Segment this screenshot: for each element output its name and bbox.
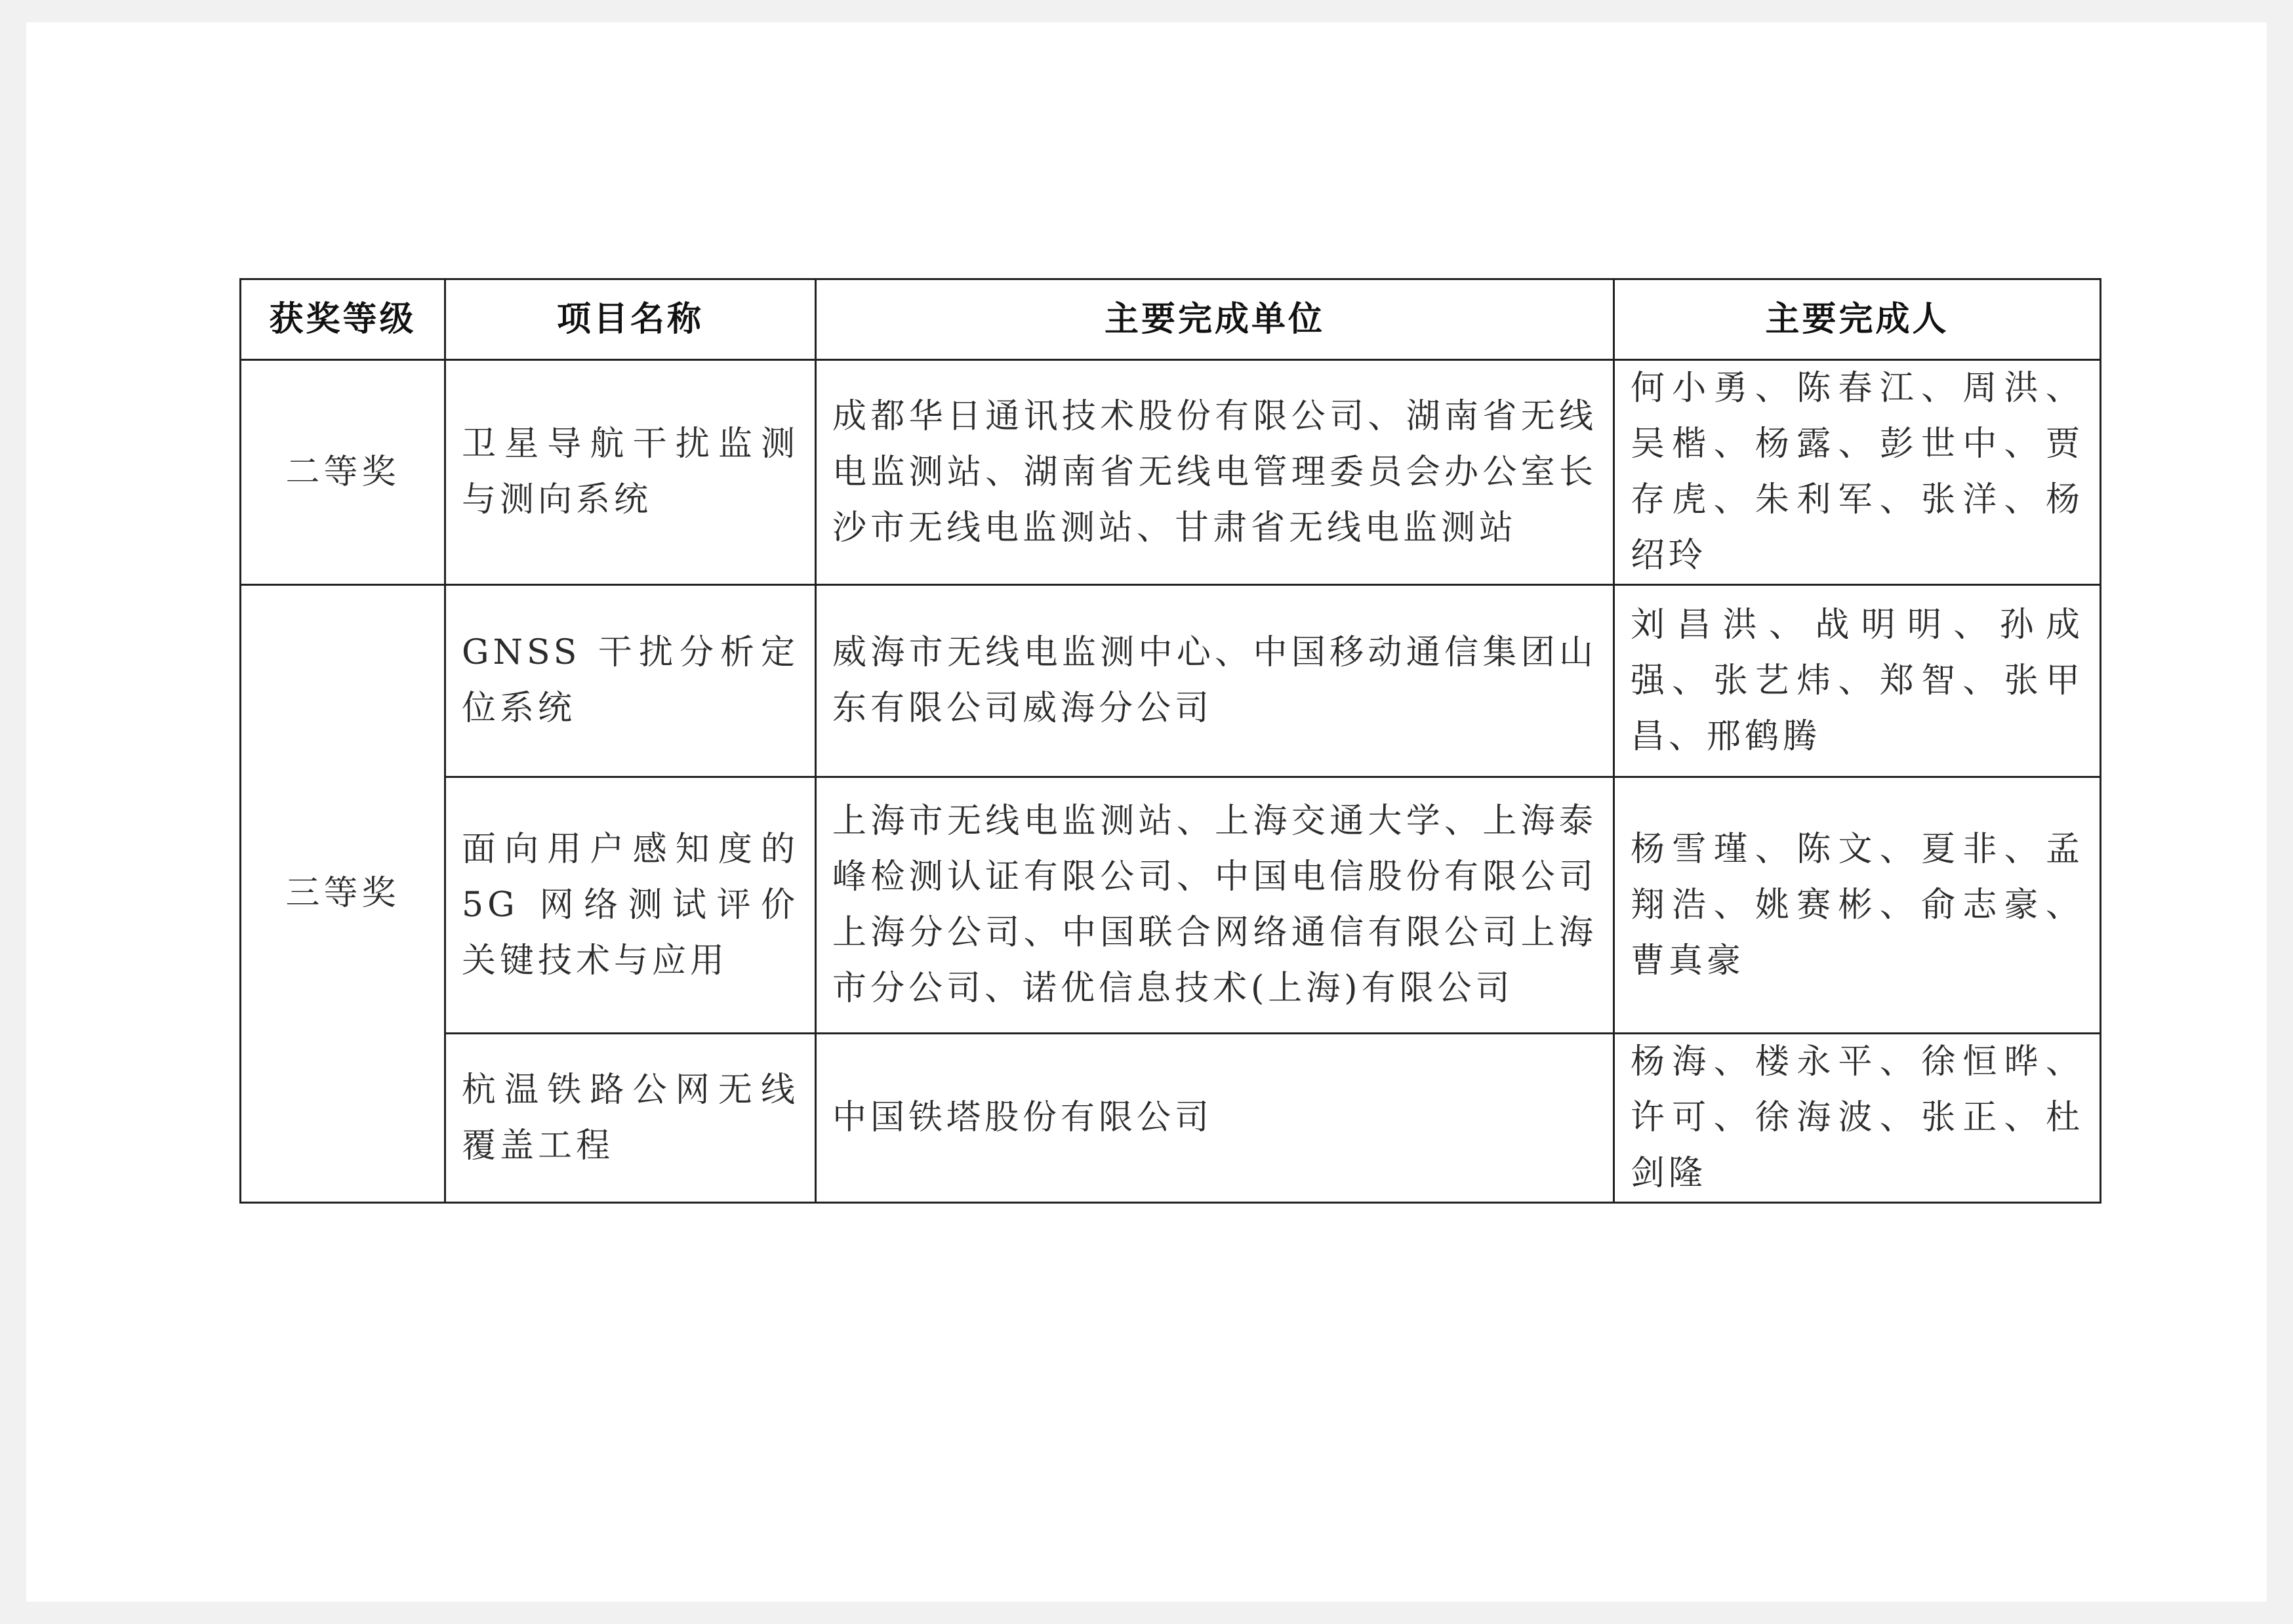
- main-units-cell: 上海市无线电监测站、上海交通大学、上海泰峰检测认证有限公司、中国电信股份有限公司上海分公司、中国联合网络通信有限公司上海市分公司、诺优信息技术(上海)有限公司: [816, 777, 1614, 1034]
- project-name-cell: 杭温铁路公网无线覆盖工程: [445, 1034, 816, 1203]
- main-units-cell: 威海市无线电监测中心、中国移动通信集团山东有限公司威海分公司: [816, 585, 1614, 777]
- table-row: [241, 777, 2101, 1034]
- table-row: [241, 360, 2101, 585]
- header-main-people: 主要完成人: [1614, 279, 2101, 360]
- award-level-cell: 三等奖: [241, 585, 445, 1203]
- header-project-name: 项目名称: [445, 279, 816, 360]
- project-name-cell: 卫星导航干扰监测与测向系统: [445, 360, 816, 585]
- main-units-cell: 中国铁塔股份有限公司: [816, 1034, 1614, 1203]
- table-header-row: [241, 279, 2101, 360]
- document-page: [26, 22, 2267, 1602]
- main-people-cell: 刘昌洪、战明明、孙成强、张艺炜、郑智、张甲昌、邢鹤腾: [1614, 585, 2101, 777]
- table-row: [241, 585, 2101, 777]
- main-people-cell: 何小勇、陈春江、周洪、吴楷、杨露、彭世中、贾存虎、朱利军、张洋、杨绍玲: [1614, 360, 2101, 585]
- header-award-level: 获奖等级: [241, 279, 445, 360]
- project-name-cell: GNSS 干扰分析定位系统: [445, 585, 816, 777]
- header-main-units: 主要完成单位: [816, 279, 1614, 360]
- awards-table: [239, 278, 2101, 1204]
- main-people-cell: 杨海、楼永平、徐恒晔、许可、徐海波、张正、杜剑隆: [1614, 1034, 2101, 1203]
- table-row: [241, 1034, 2101, 1203]
- main-units-cell: 成都华日通讯技术股份有限公司、湖南省无线电监测站、湖南省无线电管理委员会办公室长沙市无线电监测站、甘肃省无线电监测站: [816, 360, 1614, 585]
- award-level-cell: 二等奖: [241, 360, 445, 585]
- project-name-cell: 面向用户感知度的5G 网络测试评价关键技术与应用: [445, 777, 816, 1034]
- main-people-cell: 杨雪瑾、陈文、夏非、孟翔浩、姚赛彬、俞志豪、曹真豪: [1614, 777, 2101, 1034]
